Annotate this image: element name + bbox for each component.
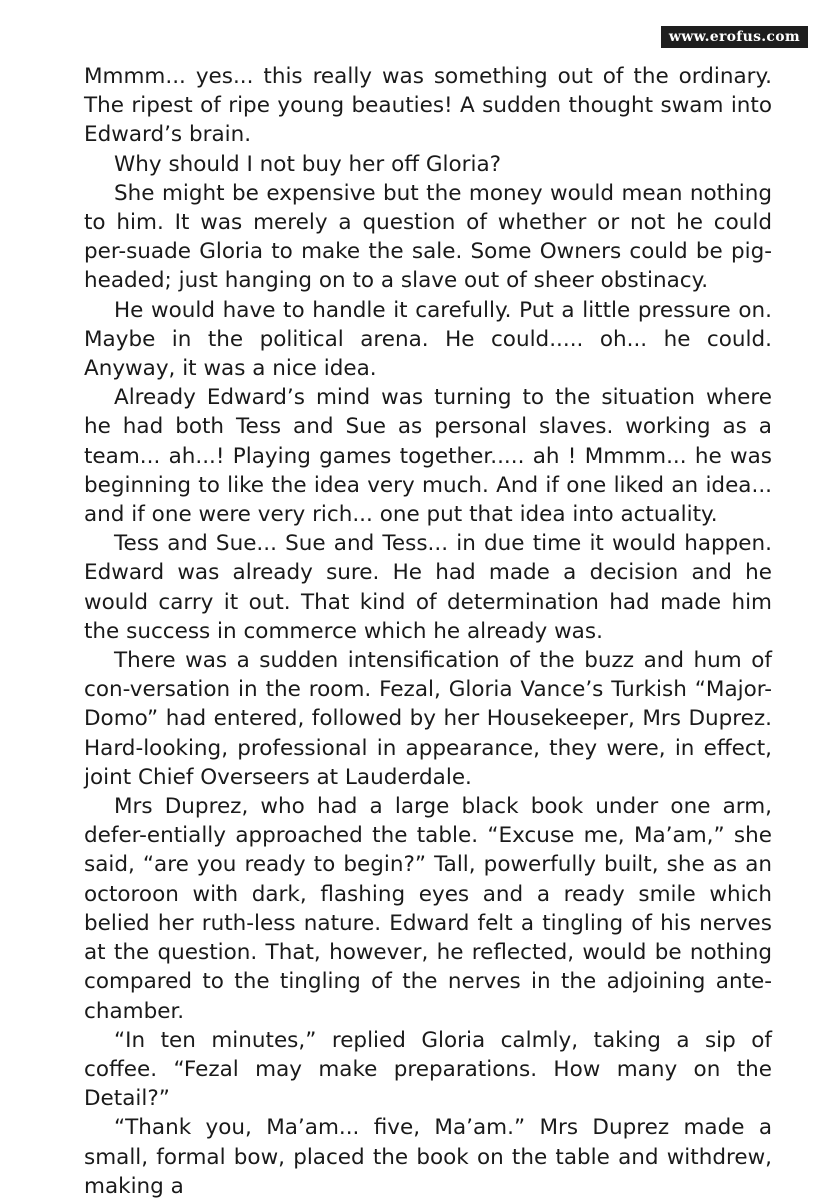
paragraph: Mmmm... yes... this really was something out of the ordinary. The ripest of ripe young beauties! A sudden thought swam into Edward’s brain. [84,64,772,148]
paragraph: “In ten minutes,” replied Gloria calmly, taking a sip of coffee. “Fezal may make preparations. How many on the Detail?” [84,1027,772,1112]
paragraph: He would have to handle it carefully. Put a little pressure on. Maybe in the political arena. He could..... oh... he could. Anyway, it was a nice idea. [84,297,772,382]
book-page-text [84,62,772,1201]
paragraph: She might be expensive but the money would mean nothing to him. It was merely a question of whether or not he could per-suade Gloria to make the sale. Some Owners could be pig-headed; just hanging on to a slave out of sheer obstinacy. [84,180,772,294]
paragraph: Why should I not buy her off Gloria? [114,151,502,177]
paragraph: There was a sudden intensification of the buzz and hum of con-versation in the room. Fezal, Gloria Vance’s Turkish “Major-Domo” had entered, followed by her Housekeeper, Mrs Duprez. Hard-looking, professional in appearance, they were, in effect, joint Chief Overseers at Lauderdale. [84,648,772,790]
paragraph: “Thank you, Ma’am... five, Ma’am.” Mrs Duprez made a small, formal bow, placed the book on the table and withdrew, making a [84,1115,772,1199]
paragraph: Tess and Sue... Sue and Tess... in due time it would happen. Edward was already sure. He had made a decision and he would carry it out. That kind of determination had made him the success in commerce which he already was. [84,531,772,644]
paragraph: Already Edward’s mind was turning to the situation where he had both Tess and Sue as personal slaves. working as a team... ah...! Playing games together..... ah ! Mmmm... he was beginning to like the idea very much. And if one liked an idea... and if one were very rich... one put that idea into actuality. [84,385,772,528]
site-watermark: www.erofus.com [661,26,808,48]
paragraph: Mrs Duprez, who had a large black book under one arm, defer-entially approached the table. “Excuse me, Ma’am,” she said, “are you ready to begin?” Tall, powerfully built, she as an octoroon with dark, flashing eyes and a ready smile which belied her ruth-less nature. Edward felt a tingling of his nerves at the question. That, however, he reflected, would be nothing compared to the tingling of the nerves in the adjoining ante-chamber. [84,794,772,1024]
